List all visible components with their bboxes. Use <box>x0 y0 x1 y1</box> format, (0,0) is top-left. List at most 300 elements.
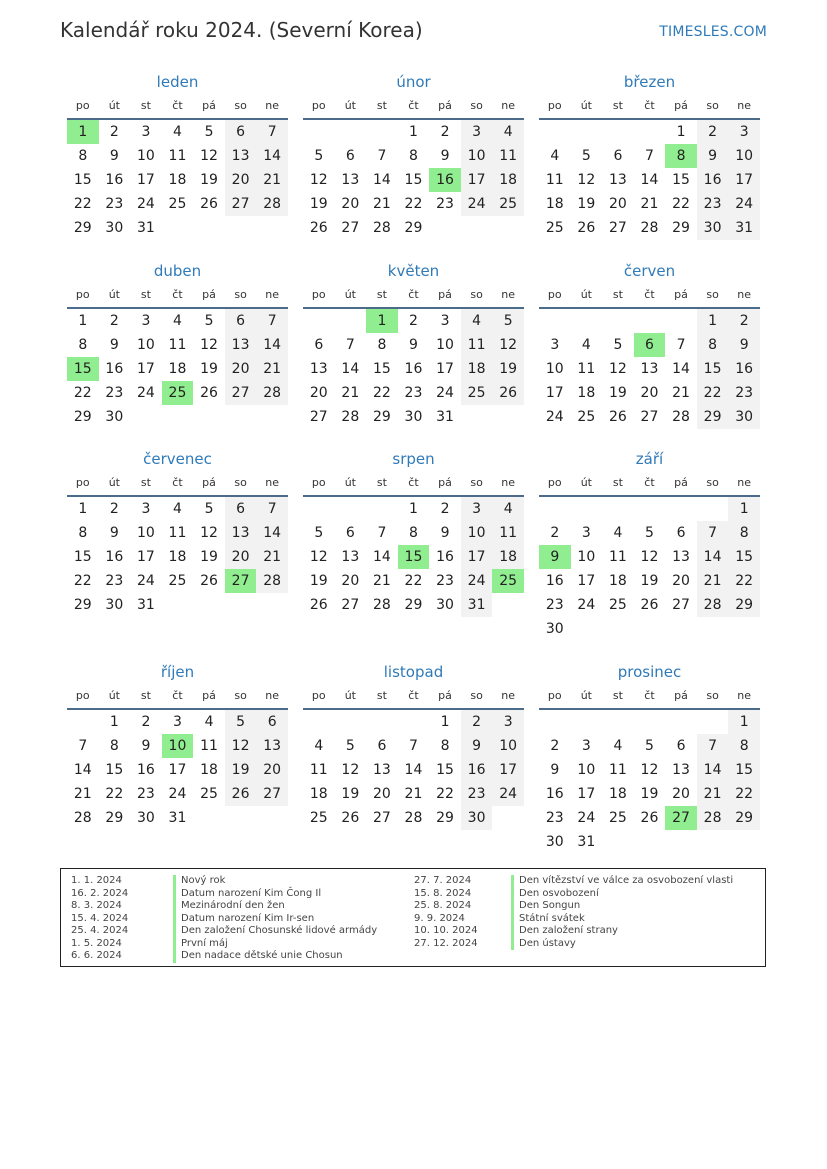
week-row <box>303 806 524 830</box>
empty-cell <box>665 617 697 641</box>
day-cell: 25 <box>492 569 524 593</box>
empty-cell <box>697 710 729 734</box>
weekday-label: pá <box>438 99 452 112</box>
day-cell: 14 <box>697 758 729 782</box>
weekday-label: so <box>470 99 483 112</box>
weekday-label: ne <box>737 288 752 301</box>
weekday-header <box>539 471 760 497</box>
day-cell: 29 <box>105 810 124 826</box>
empty-cell <box>303 309 335 333</box>
week-row <box>539 758 760 782</box>
weekday-label: pá <box>202 689 216 702</box>
day-cell: 14 <box>672 361 690 377</box>
day-cell: 28 <box>697 593 729 617</box>
day-cell: 5 <box>204 501 214 517</box>
day-cell: 12 <box>640 549 659 565</box>
weekday-header <box>67 283 288 309</box>
day-cell: 26 <box>492 381 524 405</box>
day-cell: 2 <box>109 124 119 140</box>
weekday-label: čt <box>408 288 419 301</box>
day-cell: 21 <box>372 196 391 212</box>
day-cell: 24 <box>577 597 596 613</box>
day-cell: 28 <box>256 569 288 593</box>
day-cell: 5 <box>204 313 214 329</box>
day-cell: 11 <box>168 525 187 541</box>
day-cell: 14 <box>404 762 423 778</box>
day-cell: 8 <box>728 734 760 758</box>
day-cell: 12 <box>200 525 218 541</box>
day-cell: 14 <box>640 172 659 188</box>
week-row <box>539 309 760 333</box>
day-cell: 16 <box>545 786 564 802</box>
day-cell: 2 <box>440 124 450 140</box>
day-cell: 31 <box>168 810 187 826</box>
day-cell: 30 <box>105 597 124 613</box>
day-cell: 21 <box>73 786 92 802</box>
week-row <box>67 758 288 782</box>
weekday-label: út <box>108 288 120 301</box>
day-cell: 9 <box>440 525 450 541</box>
day-cell: 28 <box>372 597 391 613</box>
weekday-label: st <box>140 476 151 489</box>
day-cell: 7 <box>377 148 387 164</box>
day-cell: 19 <box>200 549 218 565</box>
day-cell: 24 <box>168 786 187 802</box>
day-cell: 15 <box>372 361 391 377</box>
day-cell: 20 <box>225 545 257 569</box>
weekday-label: út <box>580 288 592 301</box>
week-row <box>67 216 288 240</box>
day-cell: 28 <box>372 220 391 236</box>
day-cell: 6 <box>345 148 355 164</box>
day-cell: 29 <box>436 810 454 826</box>
week-row <box>539 593 760 617</box>
weekday-label: st <box>612 476 623 489</box>
empty-cell <box>303 120 335 144</box>
day-cell: 27 <box>341 220 360 236</box>
day-cell: 15 <box>73 549 92 565</box>
weekday-label: út <box>580 689 592 702</box>
empty-cell <box>335 710 367 734</box>
weekday-header <box>539 94 760 120</box>
week-row <box>539 120 760 144</box>
legend-date: 25. 4. 2024 <box>71 925 129 936</box>
day-cell: 14 <box>256 333 288 357</box>
day-cell: 1 <box>728 497 760 521</box>
empty-cell <box>697 497 729 521</box>
month-3 <box>67 259 288 429</box>
day-cell: 19 <box>577 196 596 212</box>
day-cell: 6 <box>225 309 257 333</box>
day-cell: 22 <box>697 381 729 405</box>
day-cell: 7 <box>256 120 288 144</box>
day-cell: 21 <box>256 357 288 381</box>
empty-cell <box>429 216 461 240</box>
week-row <box>539 782 760 806</box>
day-cell: 12 <box>341 762 360 778</box>
weekday-label: čt <box>172 476 183 489</box>
weekday-label: ne <box>265 476 280 489</box>
day-cell: 30 <box>436 597 454 613</box>
day-cell: 8 <box>409 148 418 164</box>
day-cell: 6 <box>225 497 257 521</box>
day-cell: 18 <box>168 549 187 565</box>
day-cell: 21 <box>341 385 360 401</box>
day-cell: 19 <box>225 758 257 782</box>
weekday-label: po <box>75 99 90 112</box>
day-cell: 4 <box>581 337 591 353</box>
legend-date: 25. 8. 2024 <box>414 900 472 911</box>
legend-date: 27. 7. 2024 <box>414 875 472 886</box>
week-row <box>539 381 760 405</box>
week-row <box>539 806 760 830</box>
weekday-label: po <box>75 288 90 301</box>
day-cell: 6 <box>256 710 288 734</box>
day-cell: 11 <box>200 738 218 754</box>
month-4 <box>303 259 524 429</box>
day-cell: 9 <box>697 144 729 168</box>
legend-holiday-name: Datum narození Kim Ir-sen <box>173 913 314 926</box>
day-cell: 2 <box>109 313 119 329</box>
day-cell: 14 <box>372 172 391 188</box>
day-cell: 12 <box>640 762 659 778</box>
month-name: červenec <box>143 450 212 468</box>
weekday-label: pá <box>438 288 452 301</box>
day-cell: 29 <box>728 593 760 617</box>
day-cell: 10 <box>492 734 524 758</box>
weekday-label: st <box>376 476 387 489</box>
empty-cell <box>539 120 571 144</box>
day-cell: 11 <box>577 361 596 377</box>
day-cell: 16 <box>461 758 493 782</box>
empty-cell <box>303 497 335 521</box>
weekday-label: so <box>706 689 719 702</box>
empty-cell <box>634 710 666 734</box>
week-row <box>303 782 524 806</box>
day-cell: 23 <box>697 192 729 216</box>
day-cell: 16 <box>136 762 155 778</box>
day-cell: 15 <box>697 357 729 381</box>
day-cell: 13 <box>341 549 360 565</box>
day-cell: 27 <box>256 782 288 806</box>
day-cell: 15 <box>105 762 124 778</box>
day-cell: 9 <box>109 148 119 164</box>
weekday-label: po <box>75 476 90 489</box>
day-cell: 9 <box>461 734 493 758</box>
day-cell: 26 <box>225 782 257 806</box>
day-cell: 30 <box>105 409 124 425</box>
weekday-label: ne <box>265 99 280 112</box>
day-cell: 29 <box>73 409 92 425</box>
day-cell: 3 <box>550 337 560 353</box>
week-row <box>67 806 288 830</box>
legend-entry <box>414 912 585 926</box>
week-row <box>303 216 524 240</box>
day-cell: 4 <box>613 525 623 541</box>
day-cell: 10 <box>577 762 596 778</box>
day-cell: 14 <box>73 762 92 778</box>
week-row <box>539 734 760 758</box>
day-cell: 25 <box>168 196 187 212</box>
month-name: leden <box>156 73 199 91</box>
month-1 <box>303 70 524 240</box>
day-cell: 22 <box>73 573 92 589</box>
empty-cell <box>602 309 634 333</box>
day-cell: 11 <box>168 337 187 353</box>
weekday-label: čt <box>172 99 183 112</box>
weekday-label: pá <box>674 288 688 301</box>
month-name: červen <box>623 262 676 280</box>
day-cell: 13 <box>341 172 360 188</box>
day-cell: 4 <box>492 497 524 521</box>
day-cell: 3 <box>581 738 591 754</box>
empty-cell <box>571 617 603 641</box>
week-row <box>67 381 288 405</box>
week-row <box>67 782 288 806</box>
day-cell: 7 <box>377 525 387 541</box>
empty-cell <box>571 497 603 521</box>
day-cell: 14 <box>341 361 360 377</box>
weekday-label: po <box>311 689 326 702</box>
day-cell: 7 <box>645 148 654 164</box>
day-cell: 3 <box>141 313 151 329</box>
weekday-label: ne <box>737 476 752 489</box>
day-cell: 1 <box>409 501 418 517</box>
day-cell: 29 <box>404 597 423 613</box>
week-row <box>539 405 760 429</box>
day-cell: 9 <box>440 148 450 164</box>
day-cell: 6 <box>613 148 623 164</box>
day-cell: 16 <box>105 361 124 377</box>
day-cell: 24 <box>545 409 564 425</box>
weekday-label: so <box>234 476 247 489</box>
weekday-label: ne <box>737 99 752 112</box>
day-cell: 31 <box>136 597 155 613</box>
day-cell: 27 <box>225 192 257 216</box>
day-cell: 24 <box>461 569 493 593</box>
day-cell: 3 <box>581 525 591 541</box>
empty-cell <box>602 120 634 144</box>
weekday-label: pá <box>202 288 216 301</box>
legend-holiday-name: Mezinárodní den žen <box>173 900 285 913</box>
day-cell: 19 <box>309 196 328 212</box>
empty-cell <box>256 806 288 830</box>
day-cell: 20 <box>225 357 257 381</box>
day-cell: 5 <box>314 148 324 164</box>
empty-cell <box>492 806 524 830</box>
empty-cell <box>193 405 225 429</box>
day-cell: 13 <box>225 144 257 168</box>
day-cell: 20 <box>372 786 391 802</box>
day-cell: 24 <box>492 782 524 806</box>
week-row <box>539 333 760 357</box>
legend-holiday-name: Státní svátek <box>511 913 585 926</box>
empty-cell <box>461 216 493 240</box>
day-cell: 4 <box>173 313 182 329</box>
day-cell: 26 <box>309 597 328 613</box>
empty-cell <box>193 593 225 617</box>
day-cell: 4 <box>314 738 324 754</box>
day-cell: 25 <box>162 381 194 405</box>
day-cell: 25 <box>309 810 328 826</box>
day-cell: 31 <box>461 593 493 617</box>
legend-column-left <box>71 875 378 963</box>
day-cell: 16 <box>436 549 454 565</box>
empty-cell <box>225 806 257 830</box>
day-cell: 27 <box>309 409 328 425</box>
day-cell: 7 <box>345 337 355 353</box>
day-cell: 11 <box>309 762 328 778</box>
day-cell: 18 <box>608 573 627 589</box>
day-cell: 1 <box>409 124 418 140</box>
weekday-label: po <box>311 476 326 489</box>
day-cell: 5 <box>225 710 257 734</box>
day-cell: 13 <box>225 521 257 545</box>
day-cell: 21 <box>697 782 729 806</box>
day-cell: 4 <box>173 124 182 140</box>
day-cell: 25 <box>492 192 524 216</box>
day-cell: 28 <box>73 810 92 826</box>
legend-entry <box>71 875 226 888</box>
week-row <box>303 120 524 144</box>
day-cell: 11 <box>608 549 627 565</box>
legend-entry <box>414 925 618 938</box>
weekday-label: po <box>311 99 326 112</box>
legend-holiday-name: Datum narození Kim Čong Il <box>173 888 321 901</box>
week-row <box>303 405 524 429</box>
day-cell: 25 <box>577 409 596 425</box>
weekday-label: čt <box>644 288 655 301</box>
weekday-label: út <box>108 689 120 702</box>
day-cell: 17 <box>728 168 760 192</box>
day-cell: 15 <box>67 357 99 381</box>
weekday-label: so <box>234 288 247 301</box>
week-row <box>67 144 288 168</box>
day-cell: 29 <box>728 806 760 830</box>
month-8 <box>539 447 760 641</box>
day-cell: 13 <box>225 333 257 357</box>
empty-cell <box>665 710 697 734</box>
day-cell: 2 <box>440 501 450 517</box>
day-cell: 29 <box>404 220 423 236</box>
day-cell: 6 <box>345 525 355 541</box>
day-cell: 26 <box>200 196 218 212</box>
day-cell: 16 <box>545 573 564 589</box>
day-cell: 10 <box>162 734 194 758</box>
day-cell: 18 <box>492 545 524 569</box>
weekday-label: po <box>311 288 326 301</box>
weekday-header <box>67 94 288 120</box>
day-cell: 22 <box>73 196 92 212</box>
week-row <box>539 168 760 192</box>
day-cell: 5 <box>645 738 654 754</box>
weekday-label: st <box>140 288 151 301</box>
day-cell: 29 <box>672 220 690 236</box>
day-cell: 21 <box>256 168 288 192</box>
weekday-label: pá <box>674 689 688 702</box>
day-cell: 17 <box>136 549 155 565</box>
day-cell: 17 <box>492 758 524 782</box>
day-cell: 21 <box>404 786 423 802</box>
day-cell: 20 <box>672 573 690 589</box>
month-name: září <box>635 450 664 468</box>
day-cell: 23 <box>136 786 155 802</box>
month-10 <box>303 660 524 830</box>
empty-cell <box>571 120 603 144</box>
weekday-label: pá <box>202 476 216 489</box>
brand-link[interactable]: TIMESLES.COM <box>659 24 767 40</box>
week-row <box>67 545 288 569</box>
holiday-legend <box>60 868 766 967</box>
day-cell: 6 <box>676 525 686 541</box>
day-cell: 8 <box>109 738 119 754</box>
weekday-label: čt <box>408 99 419 112</box>
weekday-label: út <box>580 99 592 112</box>
day-cell: 25 <box>545 220 564 236</box>
empty-cell <box>130 405 162 429</box>
day-cell: 2 <box>697 120 729 144</box>
weekday-label: ne <box>265 689 280 702</box>
week-row <box>67 168 288 192</box>
legend-entry <box>71 900 285 913</box>
day-cell: 23 <box>436 196 454 212</box>
day-cell: 6 <box>676 738 686 754</box>
week-row <box>67 405 288 429</box>
day-cell: 10 <box>545 361 564 377</box>
day-cell: 8 <box>440 738 450 754</box>
day-cell: 8 <box>78 525 88 541</box>
weekday-header <box>539 684 760 710</box>
day-cell: 15 <box>73 172 92 188</box>
day-cell: 16 <box>105 549 124 565</box>
week-row <box>67 593 288 617</box>
day-cell: 1 <box>697 309 729 333</box>
day-cell: 5 <box>345 738 355 754</box>
empty-cell <box>225 216 257 240</box>
day-cell: 17 <box>136 172 155 188</box>
empty-cell <box>492 593 524 617</box>
week-row <box>67 497 288 521</box>
empty-cell <box>728 617 760 641</box>
day-cell: 18 <box>309 786 328 802</box>
empty-cell <box>602 830 634 854</box>
legend-holiday-name: Den založení strany <box>511 925 618 938</box>
day-cell: 22 <box>672 196 690 212</box>
day-cell: 3 <box>173 714 182 730</box>
day-cell: 19 <box>640 573 659 589</box>
day-cell: 20 <box>225 168 257 192</box>
day-cell: 29 <box>697 405 729 429</box>
day-cell: 17 <box>136 361 155 377</box>
day-cell: 2 <box>550 738 560 754</box>
day-cell: 24 <box>136 573 155 589</box>
day-cell: 22 <box>105 786 124 802</box>
day-cell: 1 <box>67 120 99 144</box>
day-cell: 30 <box>461 806 493 830</box>
day-cell: 22 <box>436 786 454 802</box>
day-cell: 6 <box>314 337 324 353</box>
weekday-label: út <box>344 689 356 702</box>
day-cell: 19 <box>309 573 328 589</box>
weekday-label: st <box>376 288 387 301</box>
weekday-label: st <box>612 288 623 301</box>
day-cell: 28 <box>256 192 288 216</box>
empty-cell <box>634 497 666 521</box>
weekday-label: so <box>234 689 247 702</box>
day-cell: 9 <box>109 337 119 353</box>
day-cell: 30 <box>404 409 423 425</box>
weekday-label: pá <box>674 476 688 489</box>
